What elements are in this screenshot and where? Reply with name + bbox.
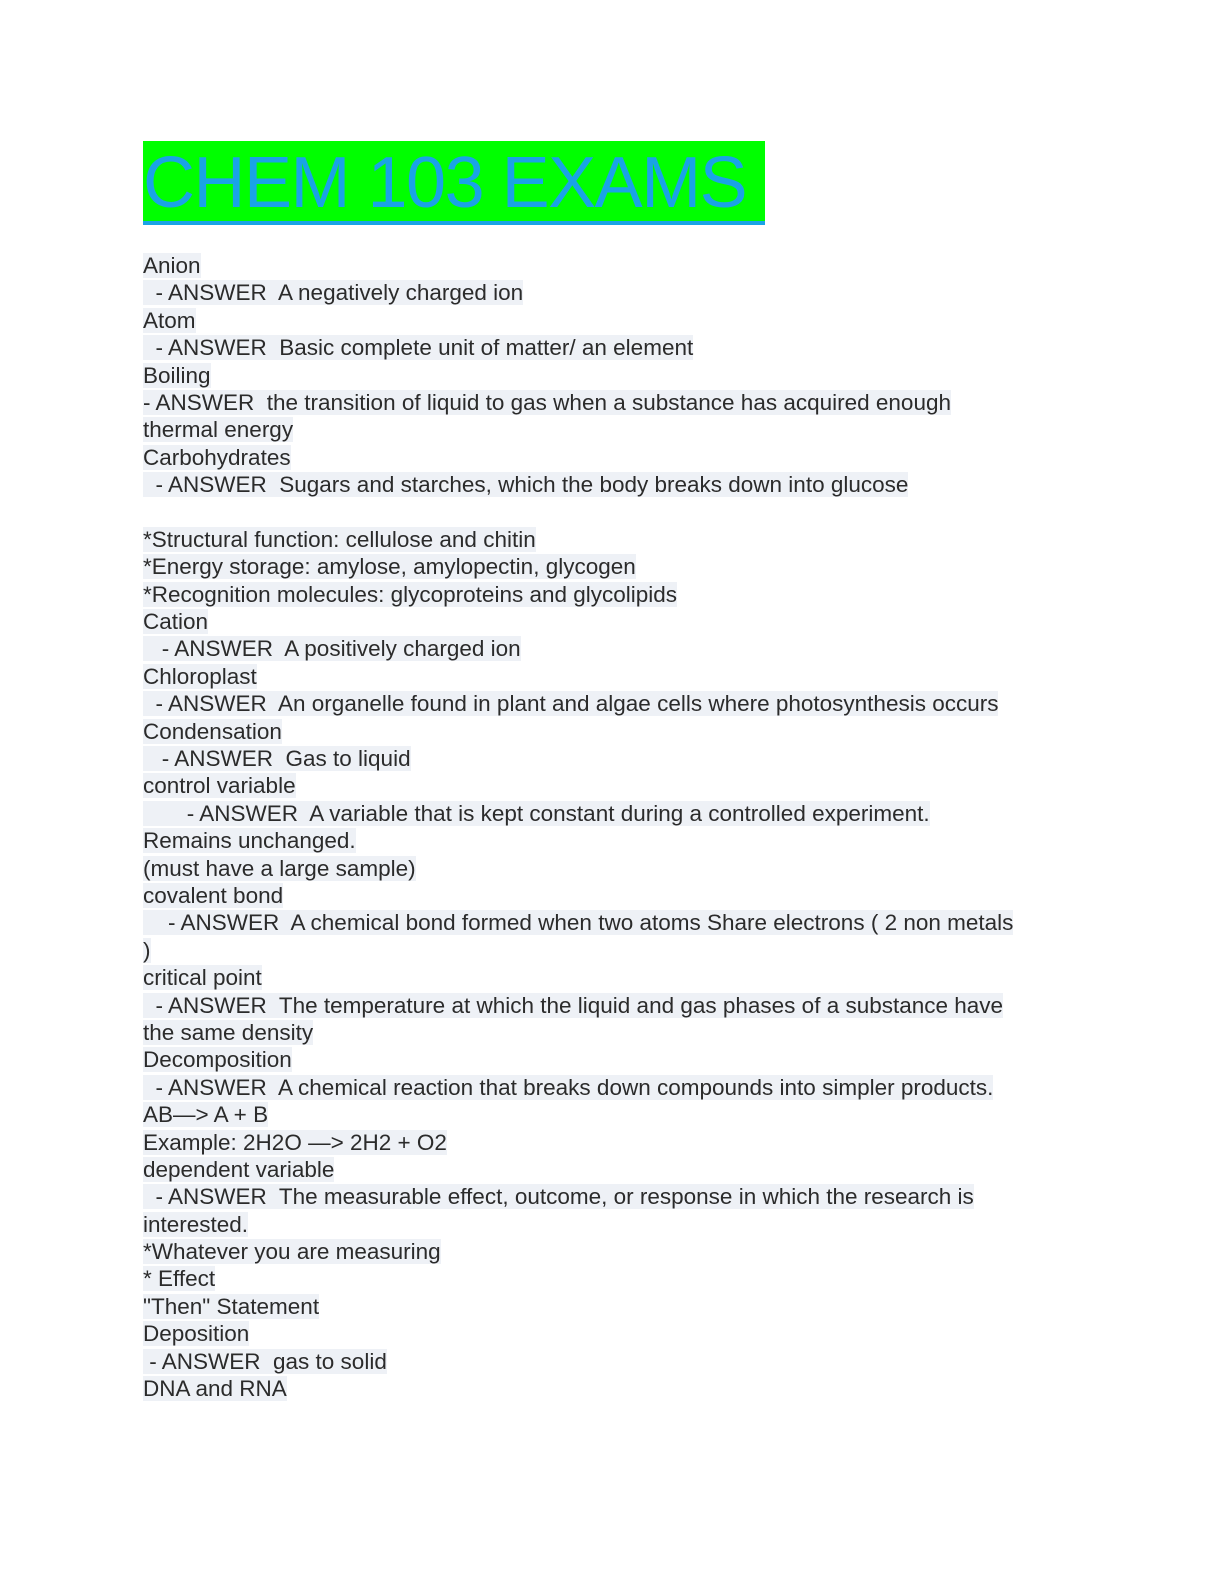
text-line: [143, 1348, 1083, 1375]
text-line-content: Example: 2H2O —> 2H2 + O2: [143, 1129, 447, 1155]
text-line: [143, 909, 1083, 936]
text-line-content: ): [143, 937, 151, 963]
text-line-content: interested.: [143, 1211, 249, 1237]
text-line-content: - ANSWER The temperature at which the liquid and gas phases of a substance have: [143, 992, 1004, 1018]
text-line-content: DNA and RNA: [143, 1376, 287, 1402]
text-line: [143, 1293, 1083, 1320]
text-line: [143, 499, 1083, 526]
text-line-content: - ANSWER Gas to liquid: [143, 746, 411, 772]
text-line-content: - ANSWER Sugars and starches, which the body breaks down into glucose: [143, 472, 909, 498]
text-line-content: dependent variable: [143, 1156, 335, 1182]
text-line-content: (must have a large sample): [143, 855, 416, 881]
text-line-content: - ANSWER gas to solid: [143, 1348, 387, 1374]
text-line: [143, 635, 1083, 662]
text-line-content: Carbohydrates: [143, 444, 291, 470]
text-line: [143, 362, 1083, 389]
text-line: [143, 800, 1083, 827]
text-line: [143, 772, 1083, 799]
text-line-content: Chloroplast: [143, 663, 257, 689]
text-line-content: Cation: [143, 609, 209, 635]
text-line: [143, 444, 1083, 471]
text-line: [143, 1320, 1083, 1347]
document-body: [143, 252, 1083, 1402]
text-line-content: control variable: [143, 773, 296, 799]
text-line: [143, 307, 1083, 334]
text-line-content: - ANSWER A positively charged ion: [143, 636, 521, 662]
text-line: [143, 279, 1083, 306]
text-line: [143, 1238, 1083, 1265]
text-line: [143, 252, 1083, 279]
text-line-content: * Effect: [143, 1266, 216, 1292]
text-line: [143, 334, 1083, 361]
text-line: [143, 581, 1083, 608]
text-line: [143, 992, 1083, 1019]
text-line-content: - ANSWER the transition of liquid to gas when a substance has acquired enough: [143, 389, 951, 415]
text-line-content: *Structural function: cellulose and chitin: [143, 526, 536, 552]
text-line-content: Boiling: [143, 362, 211, 388]
title-banner: [143, 141, 765, 225]
document-title: CHEM 103 EXAMS: [143, 143, 747, 223]
text-line-content: thermal energy: [143, 417, 294, 443]
text-line: [143, 1129, 1083, 1156]
text-line-content: - ANSWER A variable that is kept constant during a controlled experiment.: [143, 800, 930, 826]
text-line: [143, 1046, 1083, 1073]
text-line-content: - ANSWER A negatively charged ion: [143, 280, 524, 306]
text-line: [143, 471, 1083, 498]
text-line: [143, 1375, 1083, 1402]
text-line-content: critical point: [143, 965, 262, 991]
text-line-content: - ANSWER A chemical bond formed when two atoms Share electrons ( 2 non metals: [143, 910, 1014, 936]
text-line-content: - ANSWER A chemical reaction that breaks down compounds into simpler products.: [143, 1074, 994, 1100]
text-line-content: AB—> A + B: [143, 1102, 269, 1128]
text-line: [143, 1183, 1083, 1210]
text-line-content: Deposition: [143, 1321, 250, 1347]
text-line-content: - ANSWER Basic complete unit of matter/ an element: [143, 335, 694, 361]
text-line: [143, 745, 1083, 772]
text-line-content: covalent bond: [143, 882, 284, 908]
text-line: [143, 882, 1083, 909]
text-line-content: Atom: [143, 307, 196, 333]
text-line: [143, 608, 1083, 635]
text-line: [143, 1156, 1083, 1183]
text-line-content: Remains unchanged.: [143, 828, 356, 854]
text-line: [143, 855, 1083, 882]
text-line: [143, 1074, 1083, 1101]
text-line: [143, 1265, 1083, 1292]
text-line-content: *Recognition molecules: glycoproteins and glycolipids: [143, 581, 678, 607]
text-line: [143, 663, 1083, 690]
text-line-content: - ANSWER The measurable effect, outcome, or response in which the research is: [143, 1184, 974, 1210]
text-line-content: *Energy storage: amylose, amylopectin, glycogen: [143, 554, 636, 580]
text-line: [143, 526, 1083, 553]
text-line-content: "Then" Statement: [143, 1293, 320, 1319]
text-line: [143, 1019, 1083, 1046]
text-line: [143, 553, 1083, 580]
text-line: [143, 389, 1083, 416]
text-line: [143, 690, 1083, 717]
text-line: [143, 964, 1083, 991]
text-line: [143, 1101, 1083, 1128]
text-line: [143, 718, 1083, 745]
text-line-content: Decomposition: [143, 1047, 292, 1073]
text-line-content: *Whatever you are measuring: [143, 1239, 441, 1265]
text-line: [143, 416, 1083, 443]
text-line-content: the same density: [143, 1019, 314, 1045]
text-line-content: - ANSWER An organelle found in plant and algae cells where photosynthesis occurs: [143, 691, 999, 717]
text-line: [143, 937, 1083, 964]
text-line: [143, 1211, 1083, 1238]
text-line: [143, 827, 1083, 854]
text-line-content: Condensation: [143, 718, 282, 744]
text-line-content: Anion: [143, 253, 201, 278]
